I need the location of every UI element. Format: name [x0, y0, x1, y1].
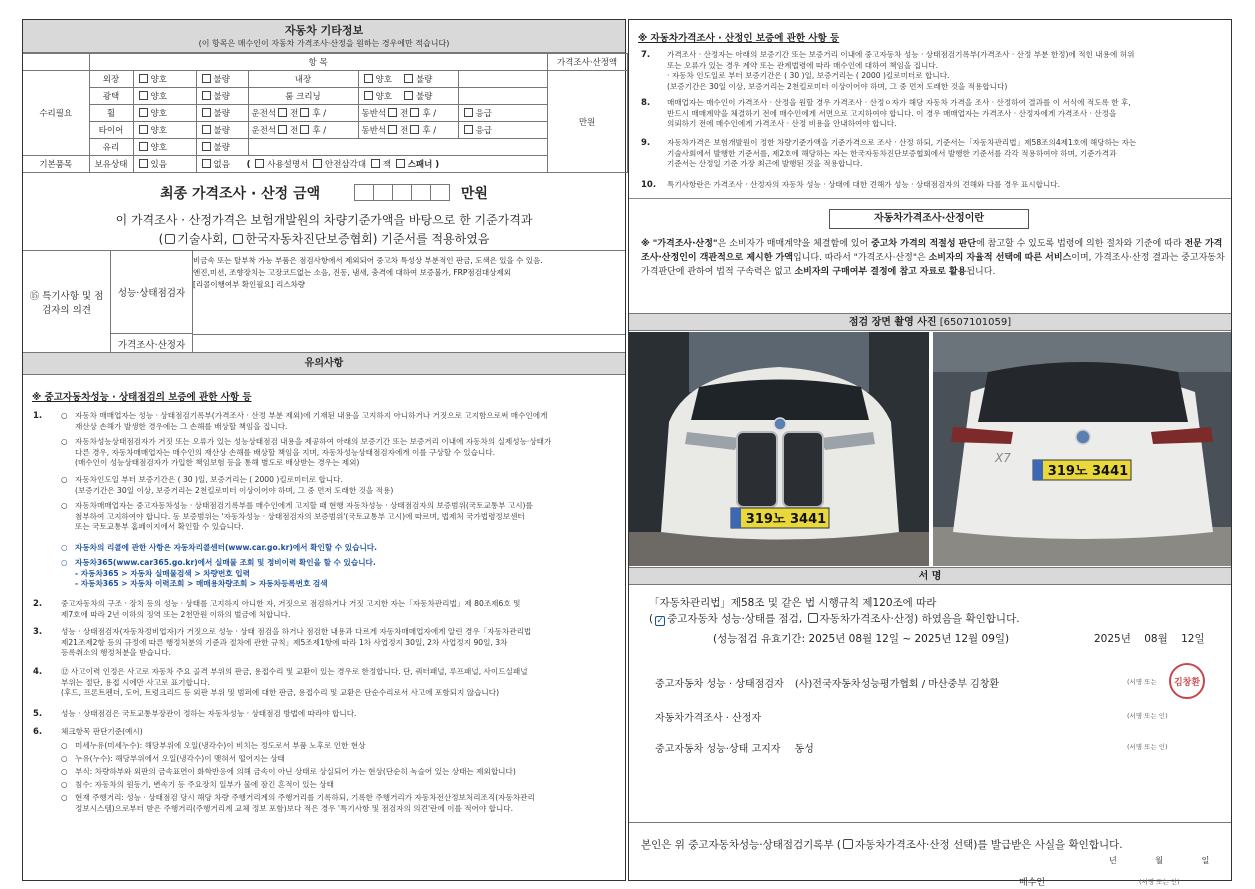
buyer-label: 매수인: [1019, 878, 1046, 888]
inspector-seal: 김창환: [1169, 663, 1205, 699]
price-definition-title: 자동차가격조사·산정이란: [829, 209, 1029, 229]
inspector-label: 성능·상태점검자: [111, 251, 193, 334]
final-price-input[interactable]: [355, 184, 450, 205]
wheel-emergency-checkbox[interactable]: [464, 108, 473, 117]
tire-driver-front-checkbox[interactable]: [278, 125, 287, 134]
notifier-sign-row: 중고자동차 성능·상태 고지자 동성: [655, 744, 814, 755]
price-warranty-list: 7. 가격조사 · 산정자는 아래의 보증기간 또는 보증거리 이내에 중고자동차 성능 · 상태점검기록부(가격조사 · 산정 부분 한정)에 적힌 내용에 허위 또는 오류가 있는 경우 계약 또는 관계법령에 따라 매수인에 대하여 책임을 집니다. · 자동차 인도일로 부터 보증기간은 ( 30 )일, 보증거리는 ( 2000 )킬로미터로 합니다. (보증기간은 30일 이상, 보증거리는 2천킬로미터 이상이어야 하며, 그 중 먼저 도래한 것을 적용합니다) 8. 매매업자는 매수인이 가격조사 · 산정을 원할 경우 가격조사 · 산정ㅇ자가 해당 자동차 가격을 조사 · 산정하여 결과를 이 서식에 적도록 한 후, 반드시 매매계약을 체결하기 전에 매수인에게 서면으로 고지하여야 합니다. 이 경우 매매업자는 가격조사 · 산정자에게 가격조사 · 산정을 의뢰하기 전에 매수인에게 가격조사 · 산정 비용을 안내하여야 합니다. 9. 자동차가격은 보험개발원이 정한 차량기준가액을 기준가격으로 조사 · 산정 하되, 기준서는「자동차관리법」제58조의4제1호에 해당하는 자는 기술사회에서 발행한 기준서를, 제2호에 해당하는 자는 한국자동차진단보증협회에서 발행한 기준서를 각각 적용하여야 하며, 기준가격과 기준서는 산정일 기준 가장 최근에 발행된 것을 적용합니다. 10. 특기사항란은 가격조사 · 산정자의 자동차 성능 · 상태에 대한 견해가 성능 · 상태점검자의 견해와 다를 경우 표시합니다.: [641, 50, 1137, 190]
tire-pass-front-checkbox[interactable]: [388, 125, 397, 134]
exterior-bad-checkbox[interactable]: [202, 74, 211, 83]
final-price-line1: 이 가격조사 · 산정가격은 보험개발원의 차량기준가액을 바탕으로 한 기준가격과: [115, 213, 533, 227]
sign-date: 2025년 08월 12일: [1094, 633, 1205, 645]
price-definition-box: [629, 198, 1231, 313]
front-plate: 319노 3441: [745, 512, 827, 527]
wheel-driver-front-checkbox[interactable]: [278, 108, 287, 117]
caution-5: 성능 · 상태점검은 국토교통부장관이 정하는 자동차성능 · 상태점검 방법에 따라야 합니다.: [61, 709, 357, 718]
sign-law: 「자동차관리법」제58조 및 같은 법 시행규칙 제120조에 따라: [649, 597, 937, 609]
inspector-sign-row: 중고자동차 성능 · 상태점검자 (사)전국자동차성능평가협회 / 마산중부 김창환: [655, 679, 1000, 690]
caution-4: ⑫ 사고이력 인정은 사고로 자동차 주요 골격 부위의 판금, 용접수리 및 교환이 있는 경우로 한정합니다. 단, 쿼터패널, 루프패널, 사이드실패널 부위는 절단, 용접 시에만 사고로 표기합니다. (후드, 프론트펜더, 도어, 트렁크리드 등 외판 부위 및 범퍼에 대한 판금, 용접수리 및 교환은 단순수리로서 사고에 포함되지 않습니다): [61, 667, 528, 697]
price-warranty-title: ※ 자동차가격조사 · 산정인 보증에 관한 사항 등: [638, 33, 840, 44]
photo-title: 점검 장면 촬영 사진: [848, 317, 937, 328]
wheel-pass-rear-checkbox[interactable]: [410, 108, 419, 117]
interior-good-checkbox[interactable]: [364, 74, 373, 83]
glass-good-checkbox[interactable]: [139, 142, 148, 151]
spanner-checkbox[interactable]: [396, 159, 405, 168]
possession-label: 보유상태: [89, 156, 133, 173]
item-header: 항 목: [89, 54, 547, 71]
gloss-bad-checkbox[interactable]: [202, 91, 211, 100]
recall-link[interactable]: 자동차의 리콜에 관한 사항은 자동차리콜센터(www.car.go.kr)에서 확인할 수 있습니다.: [75, 543, 378, 552]
photos: [629, 331, 1231, 567]
warranty-title: ※ 중고자동차성능 · 상태점검의 보증에 관한 사항 등: [32, 392, 252, 403]
right-page: [628, 19, 1232, 888]
other-info-header: [23, 20, 625, 53]
tire-good-checkbox[interactable]: [139, 125, 148, 134]
none-checkbox[interactable]: [202, 159, 211, 168]
caution-1b: 자동차성능상태점검자가 거짓 또는 오류가 있는 성능상태점검 내용을 제공하여 아래의 보증기간 또는 보증거리 이내에 자동차의 실제성능·상태가 다른 경우, 자동차매매업자는 매수인의 재산상 손해를 배상할 책임을 지며, 자동차성능상태점검자에게 이를 구상할 수 있습니다. (매수인이 성능상태점검자가 가입한 책임보험 등을 통해 별도로 배상받는 경우는 제외): [75, 437, 552, 467]
inspector-name: (사)전국자동차성능평가협회 / 마산중부 김창환: [794, 679, 1000, 690]
tire-emergency-checkbox[interactable]: [464, 125, 473, 134]
other-info-title: 자동차 기타정보: [284, 24, 364, 37]
gloss-good-checkbox[interactable]: [139, 91, 148, 100]
rear-badge: X7: [995, 451, 1011, 465]
rear-plate: 319노 3441: [1047, 464, 1129, 479]
kadia-checkbox[interactable]: [233, 234, 243, 244]
wheel-good-checkbox[interactable]: [139, 108, 148, 117]
final-price-line2: 기술사회,: [177, 232, 228, 246]
other-info-subtitle: (이 항목은 매수인이 자동차 가격조사·산정을 원하는 경우에만 적습니다): [198, 39, 450, 48]
glass-bad-checkbox[interactable]: [202, 142, 211, 151]
buyer-price-checkbox[interactable]: [843, 839, 853, 849]
front-photo: [629, 332, 929, 566]
validity: (성능점검 유효기간: 2025년 08월 12일 ~ 2025년 12월 09일): [713, 633, 1010, 645]
special-label: ⑮ 특기사항 및 점검자의 의견: [23, 251, 111, 353]
gloss-label: 광택: [89, 88, 133, 105]
caution-1c: 자동차인도일 부터 보증기간은 ( 30 )일, 보증거리는 ( 2000 )킬로미터로 합니다. (보증기간은 30일 이상, 보증거리는 2천킬로미터 이상이어야 하며, 그 중 먼저 도래한 것을 적용): [75, 475, 394, 495]
tire-driver-rear-checkbox[interactable]: [300, 125, 309, 134]
manual-checkbox[interactable]: [255, 159, 264, 168]
price-person-label: 가격조사·산정자: [111, 334, 193, 353]
room-good-checkbox[interactable]: [364, 91, 373, 100]
wheel-pass-front-checkbox[interactable]: [388, 108, 397, 117]
tire-bad-checkbox[interactable]: [202, 125, 211, 134]
glass-label: 유리: [89, 139, 133, 156]
wheel-driver-rear-checkbox[interactable]: [300, 108, 309, 117]
wheel-bad-checkbox[interactable]: [202, 108, 211, 117]
final-price-unit: 만원: [460, 186, 488, 202]
price-header: 가격조사·산정액: [547, 54, 627, 71]
photo-id: [6507101059]: [939, 317, 1012, 328]
sign-confirm: ( ✓ 중고자동차 성능·상태를 점검, 자동차가격조사·산정) 하였음을 확인합니다.: [649, 613, 1020, 626]
final-price-section: 최종 가격조사 · 산정 금액 만원 이 가격조사 · 산정가격은 보험개발원의 차량기준가액을 바탕으로 한 기준가격과 ( 기술사회, 한국자동차진단보증협회) 기준서를 적용하였음: [23, 173, 625, 251]
left-page: [22, 19, 626, 881]
caution-list: 1. ○ 자동차 매매업자는 성능 · 상태점검기록부(가격조사 · 산정 부분 제외)에 기재된 내용을 고지하지 아니하거나 거짓으로 고지함으로써 매수인에게 재산상 손해가 발생한 경우에는 그 손해를 배상할 책임을 집니다. ○ 자동차성능상태점검자가 거짓 또는 오류가 있는 성능상태점검 내용을 제공하여 아래의 보증기간 또는 보증거리 이내에 자동차의 실제성능·상태가 다른 경우, 자동차매매업자는 매수인의 재산상 손해를 배상할 책임을 지며, 자동차성능상태점검자에게 이를 구상할 수 있습니다. (매수인이 성능상태점검자가 가입한 책임보험 등을 통해 별도로 배상받는 경우는 제외) ○ 자동차인도일 부터 보증기간은 ( 30 )일, 보증거리는 ( 2000 )킬로미터로 합니다. (보증기간은 30일 이상, 보증거리는 2천킬로미터 이상이어야 하며, 그 중 먼저 도래한 것을 적용) ○ 자동차매매업자는 중고자동차성능 · 상태점검기록부를 매수인에게 고지할 때 현행 자동차성능 · 상태점검자의 보증범위(국토교통부 고시)를 첨부하여 고지하여야 합니다. 동 보증범위는 '자동차성능 · 상태점검자의 보증범위'(국토교통부 고시)에 따르며, 법제처 국가법령정보센터 또는 국토교통부 홈페이지에서 확인할 수 있습니다. ○ 자동차의 리콜에 관한 사항은 자동차리콜센터(www.car.go.kr)에서 확인할 수 있습니다. ○ 자동차365(www.car365.go.kr)에서 실매물 조회 및 정비이력 확인을 할 수 있습니다. - 자동차365 > 자동차 실매물검색 > 차량번호 입력 - 자동차365 > 자동차 이력조회 > 매매용차량조회 > 자동차등록번호 검색 2. 중고자동차의 구조 · 장치 등의 성능 · 상태를 고지하지 아니한 자, 거짓으로 점검하거나 거짓 고지한 자는「자동차관리법」제 80조제6호 및 제7호에 따라 2년 이하의 징역 또는 2천만원 이하의 벌금에 처합니다. 3. 성능 · 상태점검자(자동차정비업자)가 거짓으로 성능 · 상태 점검을 하거나 점검한 내용과 다르게 자동차매매업자에게 알린 경우「자동차관리법 제21조제2항 등의 규정에 따른 행정처분의 기준과 절차에 관한 규칙」제5조제1항에 따라 1차 사업정지 30일, 2차 사업정지 90일, 3차 등록취소의 행정처분을 받습니다. 4. ⑫ 사고이력 인정은 사고로 자동차 주요 골격 부위의 판금, 용접수리 및 교환이 있는 경우로 한정합니다. 단, 쿼터패널, 루프패널, 사이드실패널 부위는 절단, 용접 시에만 사고로 표기합니다. (후드, 프론트펜더, 도어, 트렁크리드 등 외판 부위 및 범퍼에 대한 판금, 용접수리 및 교환은 단순수리로서 사고에 포함되지 않습니다) 5. 성능 · 상태점검은 국토교통부장관이 정하는 자동차성능 · 상태점검 방법에 따라야 합니다. 6. 체크항목 판단기준(예시) ○ 미세누유(미세누수): 해당부위에 오일(냉각수)이 비치는 정도로서 부품 노후로 인한 현상 ○ 누유(누수): 해당부위에서 오일(냉각수)이 맺혀서 떨어지는 상태 ○ 부식: 차량하부와 외판의 금속표면이 화학반응에 의해 금속이 아닌 상태로 상실되어 가는 현상(단순히 녹슬어 있는 상태는 제외합니다) ○ 침수: 자동차의 원동기, 변속기 등 주요장치 일부가 물에 잠긴 흔적이 있는 상태 ○ 현재 주행거리: 성능 · 상태점검 당시 해당 차량 주행거리계의 주행거리를 기록하되, 기록한 주행거리가 자동차전산정보처리조직(자동차관리 정보시스템)으로부터 받은 주행거리(주행거리계 교체 정보 포함)보다 적은 경우 '특기사항 및 점검자의 의견'란에 이를 적어야 합니다.: [33, 411, 552, 813]
caution-1a: 자동차 매매업자는 성능 · 상태점검기록부(가격조사 · 산정 부분 제외)에 기재된 내용을 고지하지 아니하거나 거짓으로 고지함으로써 매수인에게 재산상 손해가 발생한 경우에는 그 손해를 배상할 책임을 집니다.: [75, 411, 548, 431]
exterior-label: 외장: [89, 71, 133, 88]
photo-header: [629, 313, 1231, 331]
wheel-label: 휠: [89, 105, 133, 122]
buyer-confirm-text: 본인은 위 중고자동차성능·상태점검기록부 ( 자동차가격조사·산정 선택)를 발급받은 사실을 확인합니다.: [641, 839, 1123, 851]
special-notes: [23, 251, 625, 353]
tire-label: 타이어: [89, 122, 133, 139]
caution-3: 성능 · 상태점검자(자동차정비업자)가 거짓으로 성능 · 상태 점검을 하거나 점검한 내용과 다르게 자동차매매업자에게 알린 경우「자동차관리법 제21조제2항 등의 규정에 따른 행정처분의 기준과 절차에 관한 규칙」제5조제1항에 따라 1차 사업정지 30일, 2차 사업정지 90일, 3차 등록취소의 행정처분을 받습니다.: [61, 627, 532, 657]
other-info-table: 항 목 가격조사·산정액 수리필요 외장 양호 불량 내장 양호 불량 만원 광택 양호 불량 룸 크리닝 양호 불량 휠 양호 불량 운전석 전 후 / 동반석 전 후 / 응급 타이어 양호 불량 운전석 전 후 / 동반석 전 후 / 응급 유리 양호 불량 기본품목 보유상태 있음 없음 ( 사용설명서 안전삼각대 잭 스패너 ): [23, 53, 628, 173]
rear-photo: [933, 332, 1231, 566]
triangle-checkbox[interactable]: [313, 159, 322, 168]
caution-6-title: 체크항목 판단기준(예시): [61, 727, 143, 736]
signature-section: 「자동차관리법」제58조 및 같은 법 시행규칙 제120조에 따라 ( ✓ 중고자동차 성능·상태를 점검, 자동차가격조사·산정) 하였음을 확인합니다. (성능점검 유효기간: 2025년 08월 12일 ~ 2025년 12월 09일) 2025년 08월 12일 중고자동차 성능 · 상태점검자 (사)전국자동차성능평가협회 / 마산중부 김창환 (서명 또는 김창환 자동차가격조사 · 산정자 (서명 또는 인) 중고자동차 성능·상태 고지자 동성 (서명 또는 인): [629, 585, 1231, 823]
won-label: 만원: [547, 71, 627, 173]
price-checkbox[interactable]: [808, 613, 818, 623]
price-person-sign-label: 자동차가격조사 · 산정자: [655, 713, 762, 724]
repair-label: 수리필요: [23, 71, 89, 156]
buyer-date: 년 월 일: [1109, 856, 1210, 865]
tire-pass-rear-checkbox[interactable]: [410, 125, 419, 134]
caution-header: 유의사항: [23, 353, 625, 375]
final-price-title: 최종 가격조사 · 산정 금액: [160, 186, 321, 202]
sign-header: 서 명: [629, 567, 1231, 585]
tech-society-checkbox[interactable]: [165, 234, 175, 244]
car365-link[interactable]: 자동차365(www.car365.go.kr)에서 실매물 조회 및 정비이력 확인을 할 수 있습니다. - 자동차365 > 자동차 실매물검색 > 차량번호 입력 - 자동차365 > 자동차 이력조회 > 매매용차량조회 > 자동차등록번호 검색: [75, 558, 376, 588]
buyer-confirm: 본인은 위 중고자동차성능·상태점검기록부 ( 자동차가격조사·산정 선택)를 발급받은 사실을 확인합니다. 년 월 일 매수인 (서명 또는 인): [641, 839, 1210, 888]
price-definition-text: ※ "가격조사·산정"은 소비자가 매매계약을 체결함에 있어 중고차 가격의 적절성 판단에 참고할 수 있도록 법령에 의한 절차와 기준에 따라 전문 가격조사·산정인이 객관적으로 제시한 가액입니다. 따라서 "가격조사·산정"은 소비자의 자율적 선택에 따른 서비스이며, 가격조사·산정 결과는 중고자동차 가격판단에 관하여 법적 구속력은 없고 소비자의 구매여부 결정에 참고 자료로 활용됩니다.: [641, 239, 1225, 277]
exterior-good-checkbox[interactable]: [139, 74, 148, 83]
interior-bad-checkbox[interactable]: [404, 74, 413, 83]
room-bad-checkbox[interactable]: [404, 91, 413, 100]
basic-label: 기본품목: [23, 156, 89, 173]
inspect-checkbox-checked[interactable]: ✓: [656, 616, 664, 626]
have-checkbox[interactable]: [139, 159, 148, 168]
inspector-opinion: 비금속 또는 탈부착 가능 부품은 점검사항에서 제외되어 중고차 특성상 부분적인 판금, 도색은 있을 수 있음. 엔진,미션, 조향장치는 고장코드없는 소음, 진동, 냄새, 충격에 대하여 보증불가, FRP점검대상제외 [리콜이행여부 확인필요] 리스차량: [193, 256, 543, 289]
caution-1d: 자동차매매업자는 중고자동차성능 · 상태점검기록부를 매수인에게 고지할 때 현행 자동차성능 · 상태점검자의 보증범위(국토교통부 고시)를 첨부하여 고지하여야 합니다. 동 보증범위는 '자동차성능 · 상태점검자의 보증범위'(국토교통부 고시)에 따르며, 법제처 국가법령정보센터 또는 국토교통부 홈페이지에서 확인할 수 있습니다.: [75, 501, 533, 531]
room-clean-label: 룸 크리닝: [248, 88, 358, 105]
jack-checkbox[interactable]: [371, 159, 380, 168]
caution-2: 중고자동차의 구조 · 장치 등의 성능 · 상태를 고지하지 아니한 자, 거짓으로 점검하거나 거짓 고지한 자는「자동차관리법」제 80조제6호 및 제7호에 따라 2년 이하의 징역 또는 2천만원 이하의 벌금에 처합니다.: [61, 599, 521, 619]
interior-label: 내장: [248, 71, 358, 88]
